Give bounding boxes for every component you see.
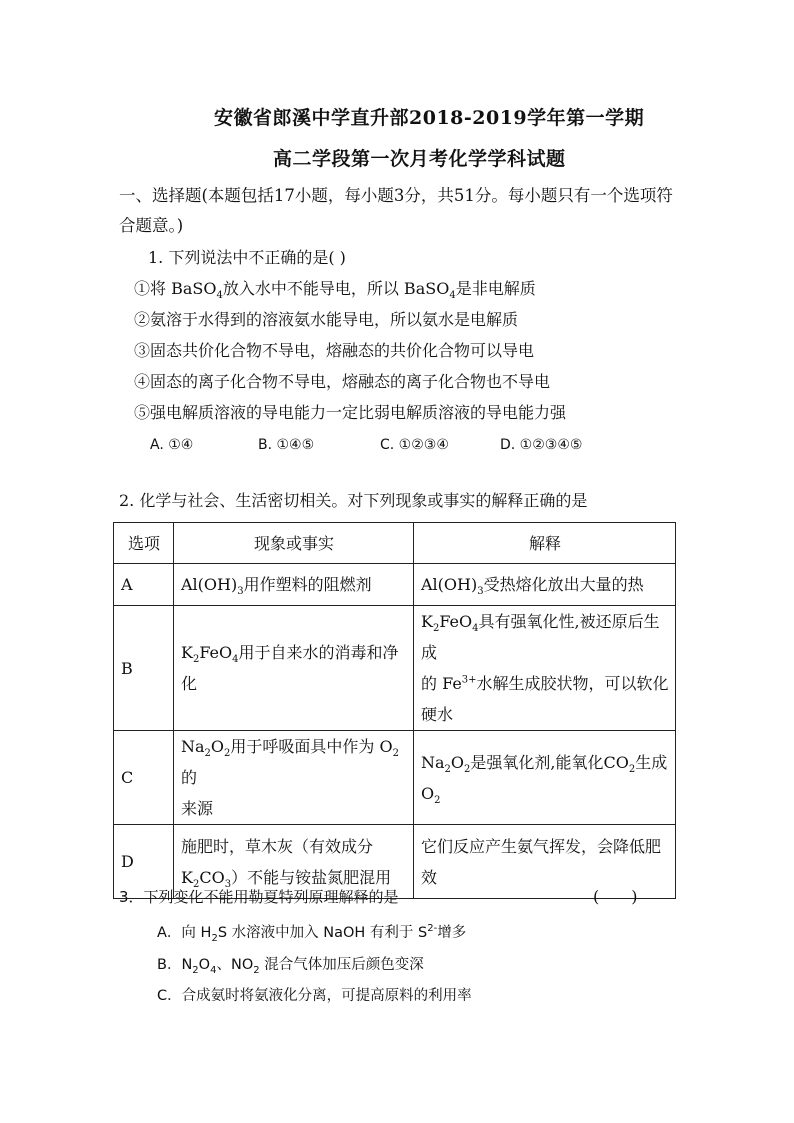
row-c-fact1-sub3: 2 [392, 748, 400, 760]
q3-a-text-b: S 水溶液中加入 NaOH 有利于 S [217, 925, 428, 941]
q1-stem: 1. 下列说法中不正确的是( ) [148, 248, 346, 267]
q3-b-sub2: 4 [210, 964, 217, 976]
row-b-exp2-a: 的 Fe [421, 674, 462, 693]
header-option: 选项 [114, 523, 174, 564]
exam-title-line1: 安徽省郎溪中学直升部2018-2019学年第一学期 [214, 107, 645, 129]
row-b-fact-a: K [181, 643, 193, 662]
q1-statement-1 [134, 278, 536, 300]
table-row [114, 564, 676, 606]
row-c-label: C [114, 731, 174, 825]
row-c-fact [174, 731, 414, 825]
table-row [114, 606, 676, 731]
row-a-fact [174, 564, 414, 606]
row-b-exp2-b: 水解生成胶状物，可以软化 [476, 674, 669, 693]
row-c-fact-line1 [181, 731, 407, 793]
q1-s1-sub: 4 [216, 290, 223, 302]
row-b-exp1-a: K [421, 612, 433, 631]
row-b-exp-line1 [421, 606, 669, 668]
row-d-exp-line1: 它们反应产生氨气挥发，会降低肥 [421, 836, 662, 856]
row-a-explanation [414, 564, 676, 606]
row-c-fact1-d: 的 [181, 768, 198, 787]
q1-s1-text-a: ①将 BaSO [134, 279, 217, 298]
table-row [114, 731, 676, 825]
section-instruction-line1: 一、选择题(本题包括17小题，每小题3分，共51分。每小题只有一个选项符 [119, 186, 673, 205]
row-b-fact-sub2: 4 [232, 654, 239, 666]
row-d-label: D [114, 825, 174, 899]
row-d-fact2-c: ）不能与铵盐氮肥混用 [231, 867, 392, 887]
q3-b-text-a: B．N [157, 957, 193, 973]
row-d-fact2-b: CO [199, 867, 225, 887]
row-c-exp-b: O [450, 752, 465, 772]
row-a-exp-b: 受热熔化放出大量的热 [483, 575, 644, 594]
q3-option-a [157, 922, 466, 944]
q3-b-sub3: 2 [253, 964, 260, 976]
row-a-fact-b: 用作塑料的阻燃剂 [243, 575, 372, 594]
exam-title-line2: 高二学段第一次月考化学学科试题 [273, 148, 566, 170]
q3-b-text-b: O [198, 957, 211, 973]
row-d-fact2-sub2: 3 [224, 878, 232, 890]
row-c-exp-a: Na [421, 752, 445, 772]
q3-stem: 3．下列变化不能用勒夏特列原理解释的是 [119, 888, 399, 906]
q3-a-sub: 2 [211, 932, 218, 944]
row-c-fact1-c: 用于呼吸面具中作为 O [230, 737, 393, 756]
row-d-fact2-a: K [181, 867, 193, 887]
row-c-exp-d: 生成O [421, 752, 668, 803]
q3-a-text-a: A．向 H [157, 925, 212, 941]
row-c-explanation [414, 731, 676, 825]
row-c-exp-sub2: 2 [464, 763, 471, 775]
q1-statement-5: ⑤强电解质溶液的导电能力一定比弱电解质溶液的导电能力强 [134, 403, 567, 422]
q1-statement-2: ②氨溶于水得到的溶液氨水能导电，所以氨水是电解质 [134, 310, 519, 329]
row-b-exp-line2 [421, 668, 669, 699]
row-b-label: B [114, 606, 174, 731]
row-c-fact1-b: O [210, 737, 225, 756]
row-b-explanation [414, 606, 676, 731]
row-d-exp-line2: 效 [421, 867, 438, 887]
row-c-exp-sub3: 2 [628, 763, 636, 775]
q3-b-text-d: 混合气体加压后颜色变深 [259, 957, 424, 973]
q1-statement-4: ④固态的离子化合物不导电，熔融态的离子化合物也不导电 [134, 372, 551, 391]
row-a-exp-sub: 3 [477, 586, 484, 598]
q2-stem: 2. 化学与社会、生活密切相关。对下列现象或事实的解释正确的是 [119, 491, 588, 510]
row-c-fact-line2: 来源 [181, 799, 214, 818]
row-b-fact-sub1: 2 [192, 654, 200, 666]
q1-option-b: B. ①④⑤ [258, 437, 315, 453]
q3-b-text-c: 、NO [216, 957, 254, 973]
row-b-fact-c: 用于自来水的消毒和净化 [181, 643, 399, 693]
q3-option-b [157, 954, 424, 976]
section-instruction-line2: 合题意。) [119, 216, 184, 235]
row-a-fact-sub: 3 [237, 586, 244, 598]
row-b-exp1-c: 具有强氧化性,被还原后生成 [421, 612, 660, 662]
row-a-exp-a: Al(OH) [421, 575, 478, 594]
row-b-fact [174, 606, 414, 731]
row-b-exp1-sub2: 4 [472, 623, 479, 635]
header-fact: 现象或事实 [174, 523, 414, 564]
q3-a-sup: 2- [427, 923, 438, 935]
table-header-row [114, 523, 676, 564]
q1-option-c: C. ①②③④ [380, 437, 449, 453]
q1-s1-sub2: 4 [449, 290, 456, 302]
row-c-fact1-a: Na [181, 737, 205, 756]
row-d-fact-line1: 施肥时，草木灰（有效成分 [181, 836, 374, 856]
q3-answer-bracket: ( ) [593, 887, 638, 906]
q1-statement-3: ③固态共价化合物不导电，熔融态的共价化合物可以导电 [134, 341, 535, 360]
q3-b-sub1: 2 [192, 964, 199, 976]
q1-option-d: D. ①②③④⑤ [500, 437, 583, 453]
q3-a-text-c: 增多 [437, 925, 467, 941]
row-c-exp-sub1: 2 [444, 763, 451, 775]
row-c-fact1-sub1: 2 [204, 748, 211, 760]
q3-option-c: C．合成氨时将氨液化分离，可提高原料的利用率 [157, 988, 472, 1004]
q1-option-a: A. ①④ [150, 437, 194, 453]
row-b-exp-line3: 硬水 [421, 705, 454, 724]
q1-s1-text-c: 是非电解质 [455, 279, 536, 298]
row-b-exp1-b: FeO [439, 612, 473, 631]
row-c-fact1-sub2: 2 [224, 748, 231, 760]
q1-s1-text-b: 放入水中不能导电，所以 BaSO [222, 279, 450, 298]
header-explanation: 解释 [414, 523, 676, 564]
q2-table [113, 522, 676, 899]
row-c-exp-sub4: 2 [434, 794, 441, 806]
row-a-fact-a: Al(OH) [181, 575, 238, 594]
row-c-exp-c: 是强氧化剂,能氧化CO [470, 752, 629, 772]
row-b-fact-b: FeO [199, 643, 233, 662]
row-b-exp1-sub1: 2 [432, 623, 440, 635]
row-d-fact2-sub1: 2 [192, 878, 200, 890]
row-a-label: A [114, 564, 174, 606]
row-b-exp2-sup: 3+ [461, 674, 477, 686]
